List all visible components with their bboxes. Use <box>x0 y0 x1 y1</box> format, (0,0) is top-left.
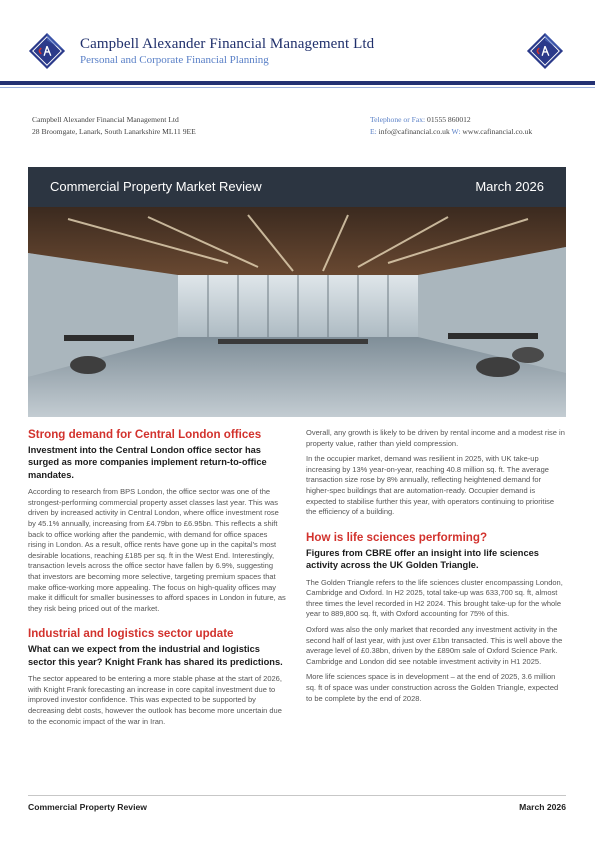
telephone-number[interactable]: 01555 860012 <box>427 115 471 124</box>
company-name: Campbell Alexander Financial Management Ltd <box>32 115 179 124</box>
contact-address-block <box>32 114 196 138</box>
paragraph-life-sciences-3: More life sciences space is in development – at the end of 2025, 3.6 million sq. ft of space was under construction across the Golden Triangle, expected to be complete by the end of 2028. <box>306 672 559 703</box>
telephone-label: Telephone or Fax: <box>370 115 426 124</box>
email-link[interactable]: info@cafinancial.co.uk <box>378 127 450 136</box>
section-heading-industrial: Industrial and logistics sector update <box>28 627 234 641</box>
firm-tagline: Personal and Corporate Financial Planning <box>80 54 269 66</box>
paragraph-industrial-2: Overall, any growth is likely to be driven by rental income and a modest rise in property value, rather than yield compression. <box>306 428 565 448</box>
footer-date: March 2026 <box>519 802 566 812</box>
newsletter-date: March 2026 <box>475 179 544 194</box>
paragraph-life-sciences-2: Oxford was also the only market that recorded any investment activity in the second half of last year, with just over £1bn transacted. This is well above the average level of £0.38bn, driven by the £890m sale of Oxford Science Park. Cambridge and London did see notable investment activity in H1 2025. <box>306 624 563 666</box>
section-heading-life-sciences: How is life sciences performing? <box>306 530 488 544</box>
hero-office-image <box>28 167 566 417</box>
paragraph-industrial-1: The sector appeared to be entering a more stable phase at the start of 2026, with Knight Frank forecasting an increase in core capital investment due to improved investor confidence. This was expected to be supported by decreasing debt costs, however the outlook has become more uncertain due to the economic impact of the war in Iran. <box>28 674 282 726</box>
footer-publication-name: Commercial Property Review <box>28 802 147 812</box>
paragraph-life-sciences-1: The Golden Triangle refers to the life sciences cluster encompassing London, Cambridge and Oxford. In H2 2025, total take-up was 633,700 sq. ft, almost three times the level recorded in H2 2024. This brought take-up for the whole year to 889,800 sq. ft, with Oxford accounting for 75% of this. <box>306 577 563 619</box>
hero-title-bar <box>28 167 566 207</box>
email-label: E: <box>370 127 377 136</box>
diamond-ca-logo-icon <box>28 32 66 70</box>
firm-name: Campbell Alexander Financial Management Ltd <box>80 36 375 52</box>
article-column-right <box>306 428 566 709</box>
paragraph-central-london: According to research from BPS London, the office sector was one of the strongest-performing commercial property asset classes last year. This was driven by increased activity in Central London, where office investment rose by 45.1% annually, increasing from £4.79bn to £6.95bn. This reflects a shift back to office working after the pandemic, with demand for office spaces rising in London. As a result, office rents have gone up in the capital's most desirable locations, reaching £185 per sq. ft in the West End. Interestingly, transaction levels across the office sector have fallen by 6.9%, suggesting that investors are becoming more selective, targeting premium spaces that make office-working more appealing. The focus on high-quality offices may make it difficult for smaller businesses to afford spaces in London in future, as they risk being priced out of the market. <box>28 487 286 613</box>
website-link[interactable]: www.cafinancial.co.uk <box>462 127 533 136</box>
article-column-left <box>28 428 286 732</box>
section-lead-industrial: What can we expect from the industrial and logistics sector this year? Knight Frank has shared its predictions. <box>28 644 283 667</box>
header-rule <box>0 81 595 85</box>
web-label: W: <box>451 127 461 136</box>
diamond-ca-logo-icon <box>526 32 564 70</box>
footer-rule <box>28 795 566 796</box>
newsletter-title: Commercial Property Market Review <box>50 179 262 194</box>
section-lead-central-london: Investment into the Central London office sector has surged as more companies implement return-to-office mandates. <box>28 445 267 480</box>
paragraph-industrial-3: In the occupier market, demand was resilient in 2025, with UK take-up increasing by 13% year-on-year, reaching 40.8 million sq. ft. The average transaction size rose by 8% annually, reflecting heightened demand for higher-spec buildings that are automation-ready. Occupier demand is expected to stabilise further this year, with operators continuing to prioritise the efficiency of a building. <box>306 454 555 517</box>
header-rule-thin <box>0 87 595 88</box>
contact-details-block <box>370 114 532 138</box>
section-heading-central-london: Strong demand for Central London offices <box>28 428 262 441</box>
company-address: 28 Broomgate, Lanark, South Lanarkshire ML11 9EE <box>32 127 196 136</box>
section-lead-life-sciences: Figures from CBRE offer an insight into life sciences activity across the UK Golden Triangle. <box>306 547 539 571</box>
letterhead <box>0 0 595 90</box>
